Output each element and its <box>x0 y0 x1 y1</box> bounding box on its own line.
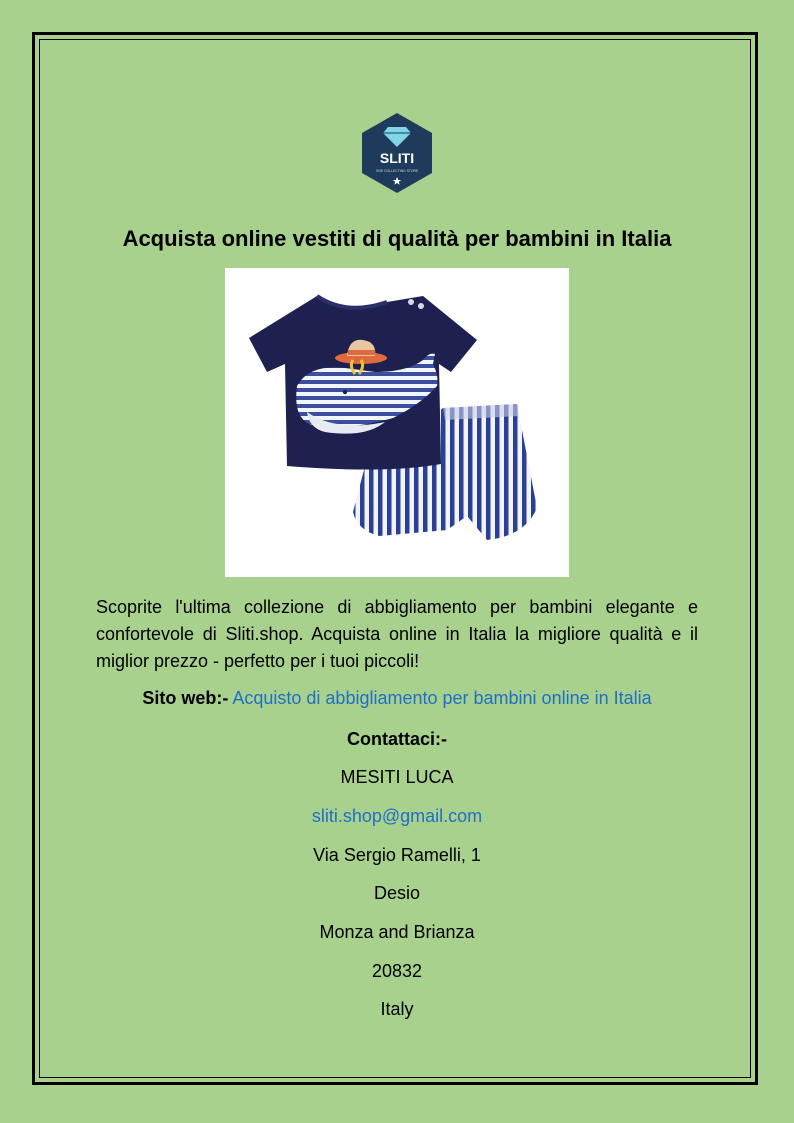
contact-province: Monza and Brianza <box>319 922 475 942</box>
page-title: Acquista online vestiti di qualità per bambini in Italia <box>122 226 672 251</box>
contact-street: Via Sergio Ramelli, 1 <box>313 845 481 865</box>
website-link[interactable]: Acquisto di abbigliamento per bambini online in Italia <box>232 688 652 708</box>
contact-city: Desio <box>373 883 421 903</box>
website-label: Sito web:- <box>142 688 229 708</box>
logo-brand-text: SLITI <box>379 150 415 166</box>
contact-postcode: 20832 <box>371 961 423 981</box>
description-paragraph: Scoprite l'ultima collezione di abbigliamento per bambini elegante e confortevole di Sliti.shop. Acquista online in Italia la migliore qualità e il miglior prezzo - perfetto per i tuoi piccoli! <box>96 597 698 671</box>
contact-heading: Contattaci:- <box>347 729 447 749</box>
website-line <box>0 688 794 709</box>
sliti-logo <box>360 111 434 195</box>
contact-email-link[interactable]: sliti.shop@gmail.com <box>311 806 483 826</box>
contact-name: MESITI LUCA <box>340 767 454 787</box>
contact-country: Italy <box>380 999 414 1019</box>
logo-tagline-text: ONE COLLECTING STORE <box>375 169 419 173</box>
product-image <box>225 268 569 577</box>
